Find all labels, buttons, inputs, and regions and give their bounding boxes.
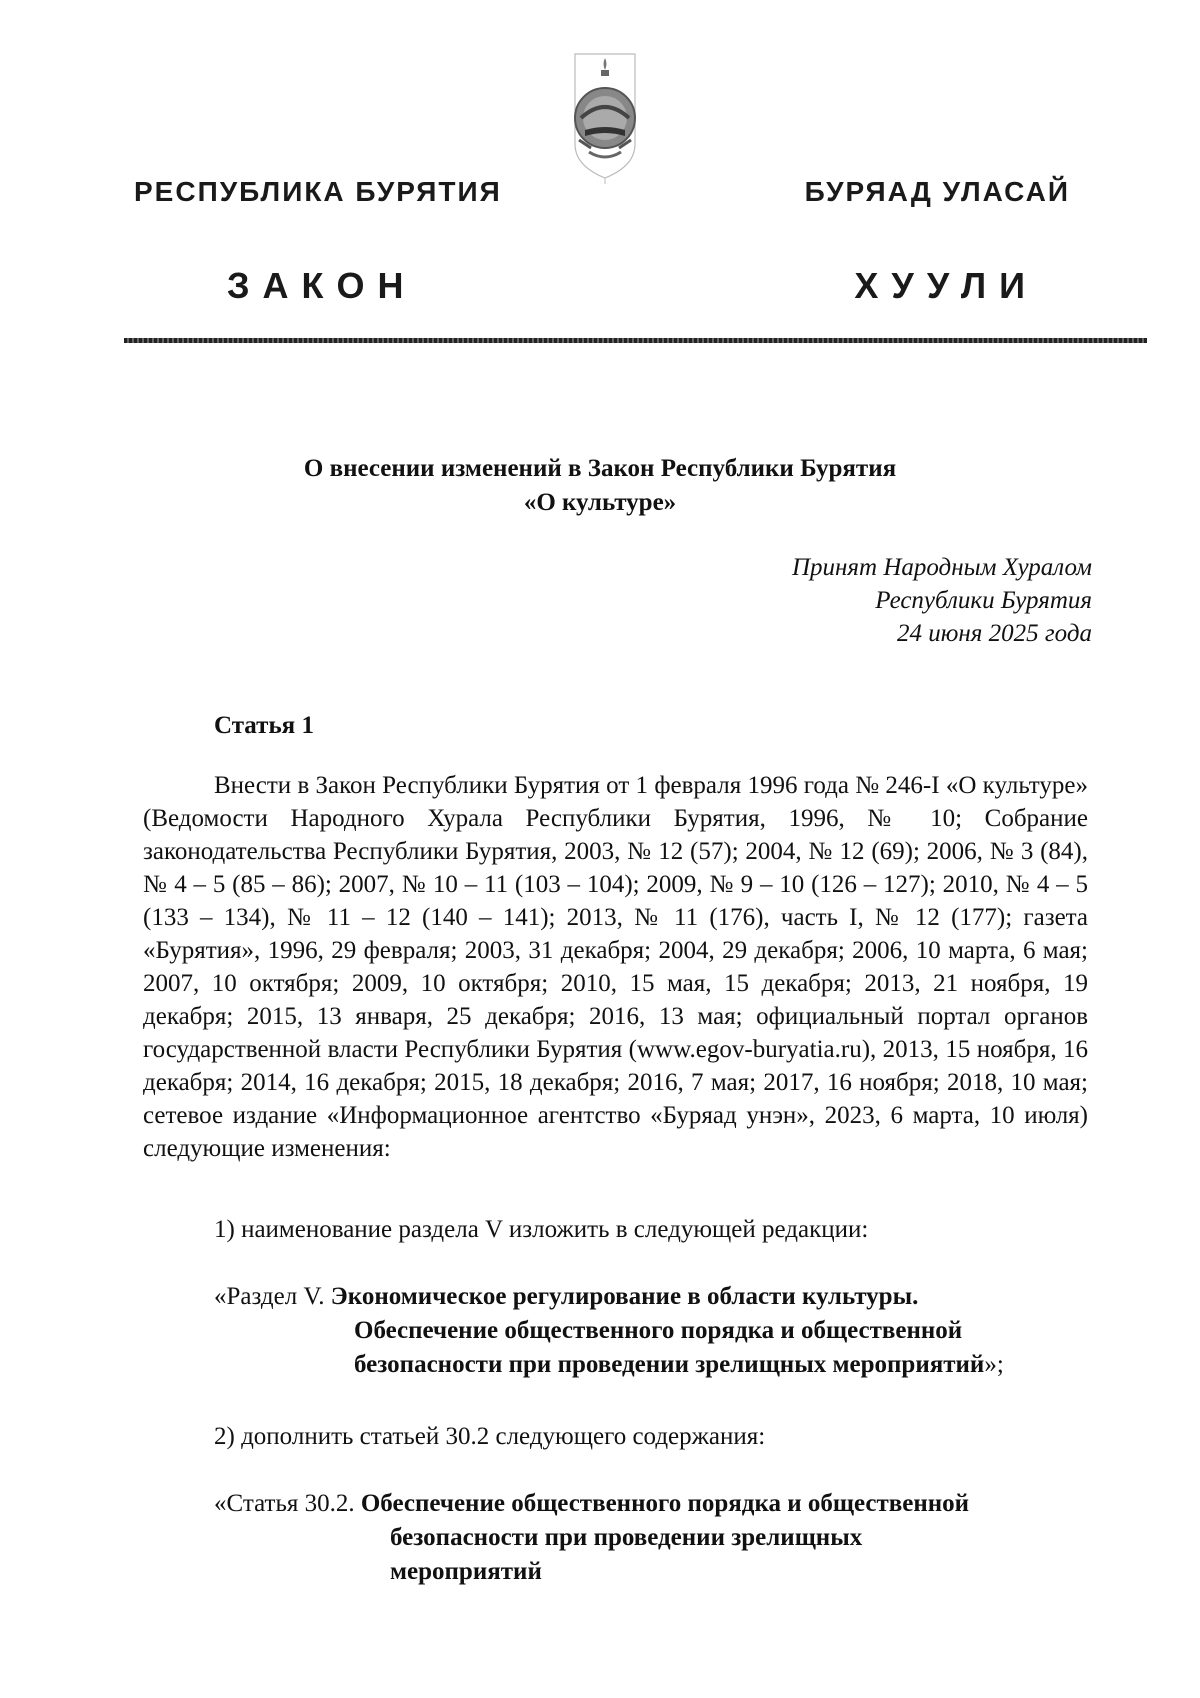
amendment-item-1: 1) наименование раздела V изложить в следующей редакции:: [214, 1216, 869, 1243]
section-quote-end: »;: [984, 1351, 1004, 1378]
article-heading: Статья 1: [214, 712, 314, 739]
article-30-2-line-3-wrap: [390, 1555, 542, 1589]
article-30-2-title-line-3: мероприятий: [390, 1558, 542, 1585]
coat-of-arms-emblem: [571, 44, 639, 184]
article-paragraph: Внести в Закон Республики Бурятия от 1 февраля 1996 года № 246-I «О культуре» (Ведомости Народного Хурала Республики Бурятия, 1996, № 10; Собрание законодательства Республики Бурятия, 2003, № 12 (57); 2004, № 12 (69); 2006, № 3 (84), № 4 – 5 (85 – 86); 2007, № 10 – 11 (103 – 104); 2009, № 9 – 10 (126 – 127); 2010, № 4 – 5 (133 – 134), № 11 – 12 (140 – 141); 2013, № 11 (176), часть I, № 12 (177); газета «Бурятия», 1996, 29 февраля; 2003, 31 декабря; 2004, 29 декабря; 2006, 10 марта, 6 мая; 2007, 10 октября; 2009, 10 октября; 2010, 15 мая, 15 декабря; 2013, 21 ноября, 19 декабря; 2015, 13 января, 25 декабря; 2016, 13 мая; официальный портал органов государственной власти Республики Бурятия (www.egov-buryatia.ru), 2013, 15 ноября, 16 декабря; 2014, 16 декабря; 2015, 18 декабря; 2016, 7 мая; 2017, 16 ноября; 2018, 10 мая; сетевое издание «Информационное агентство «Буряад унэн», 2023, 6 марта, 10 июля) следующие изменения:: [143, 772, 1088, 1162]
republic-name-buryat: БУРЯАД УЛАСАЙ: [804, 176, 1070, 207]
section-label: «Раздел V.: [214, 1283, 325, 1310]
adoption-line-2: Республики Бурятия: [875, 587, 1092, 614]
amendment-item-2: 2) дополнить статьей 30.2 следующего содержания:: [214, 1423, 766, 1450]
section-title-line-2-wrap: [354, 1314, 962, 1348]
law-label-russian: ЗАКОН: [227, 265, 417, 306]
article-body: [143, 769, 1088, 1165]
section-title-line-1: Экономическое регулирование в области культуры.: [330, 1283, 919, 1310]
section-title-line-3-wrap: [354, 1348, 1004, 1382]
section-v-quote: [214, 1280, 918, 1314]
republic-name-russian: РЕСПУБЛИКА БУРЯТИЯ: [134, 176, 502, 207]
adoption-date: 24 июня 2025 года: [897, 620, 1092, 647]
adoption-line-1: Принят Народным Хуралом: [791, 554, 1092, 581]
title-line-1: О внесении изменений в Закон Республики Бурятия: [303, 455, 897, 482]
adoption-note: [792, 551, 1092, 650]
article-30-2-label: «Статья 30.2.: [214, 1490, 355, 1517]
article-30-2-quote: [214, 1487, 969, 1521]
article-30-2-title-line-1: Обеспечение общественного порядка и общественной: [360, 1490, 970, 1517]
law-label-buryat: ХУУЛИ: [854, 265, 1038, 306]
header-divider: [124, 338, 1147, 343]
article-30-2-line-2-wrap: [390, 1521, 862, 1555]
section-title-line-2: Обеспечение общественного порядка и общественной: [354, 1317, 963, 1344]
document-title: [0, 452, 1200, 520]
title-line-2: «О культуре»: [523, 489, 677, 516]
article-30-2-title-line-2: безопасности при проведении зрелищных: [390, 1524, 863, 1551]
section-title-line-3: безопасности при проведении зрелищных мероприятий: [354, 1351, 985, 1378]
